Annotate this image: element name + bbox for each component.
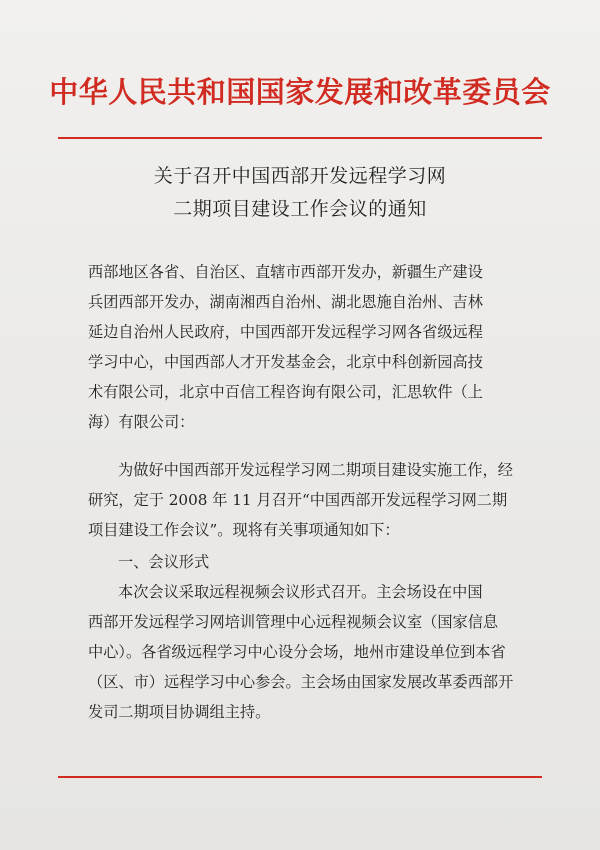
meeting-format-line: （区、市）远程学习中心参会。主会场由国家发展改革委西部开 [88,673,514,691]
section-heading-text: 一、会议形式 [118,553,210,571]
section-heading [88,547,528,577]
meeting-format-line: 西部开发远程学习网培训管理中心远程视频会议室（国家信息 [88,613,499,631]
intro-line: 为做好中国西部开发远程学习网二期项目建设实施工作，经 [118,461,513,479]
intro-line: 项目建设工作会议”。现将有关事项通知如下： [88,521,400,539]
meeting-format-line: 中心）。各省级远程学习中心设分会场，地州市建设单位到本省 [88,643,506,661]
recipients-block [88,257,528,437]
recipients-line: 延边自治州人民政府，中国西部开发远程学习网各省级远程 [88,323,483,341]
header-red-rule [58,137,542,139]
recipients-line: 海）有限公司： [88,413,195,431]
notice-title-line-2: 二期项目建设工作会议的通知 [173,198,427,220]
intro-paragraph [88,455,528,545]
meeting-format-line: 发司二期项目协调组主持。 [88,703,271,721]
meeting-format-paragraph [88,577,528,727]
agency-header: 中华人民共和国国家发展和改革委员会 [49,75,551,109]
notice-title-line-1: 关于召开中国西部开发远程学习网 [153,165,447,187]
recipients-line: 兵团西部开发办，湖南湘西自治州、湖北恩施自治州、吉林 [88,293,483,311]
intro-line: 研究，定于 2008 年 11 月召开“中国西部开发远程学习网二期 [88,491,508,509]
footer-red-rule [58,776,542,778]
recipients-line: 学习中心，中国西部人才开发基金会，北京中科创新园高技 [88,353,483,371]
meeting-format-line: 本次会议采取远程视频会议形式召开。主会场设在中国 [118,583,483,601]
recipients-line: 西部地区各省、自治区、直辖市西部开发办，新疆生产建设 [88,263,483,281]
recipients-line: 术有限公司，北京中百信工程咨询有限公司，汇思软件（上 [88,383,483,401]
